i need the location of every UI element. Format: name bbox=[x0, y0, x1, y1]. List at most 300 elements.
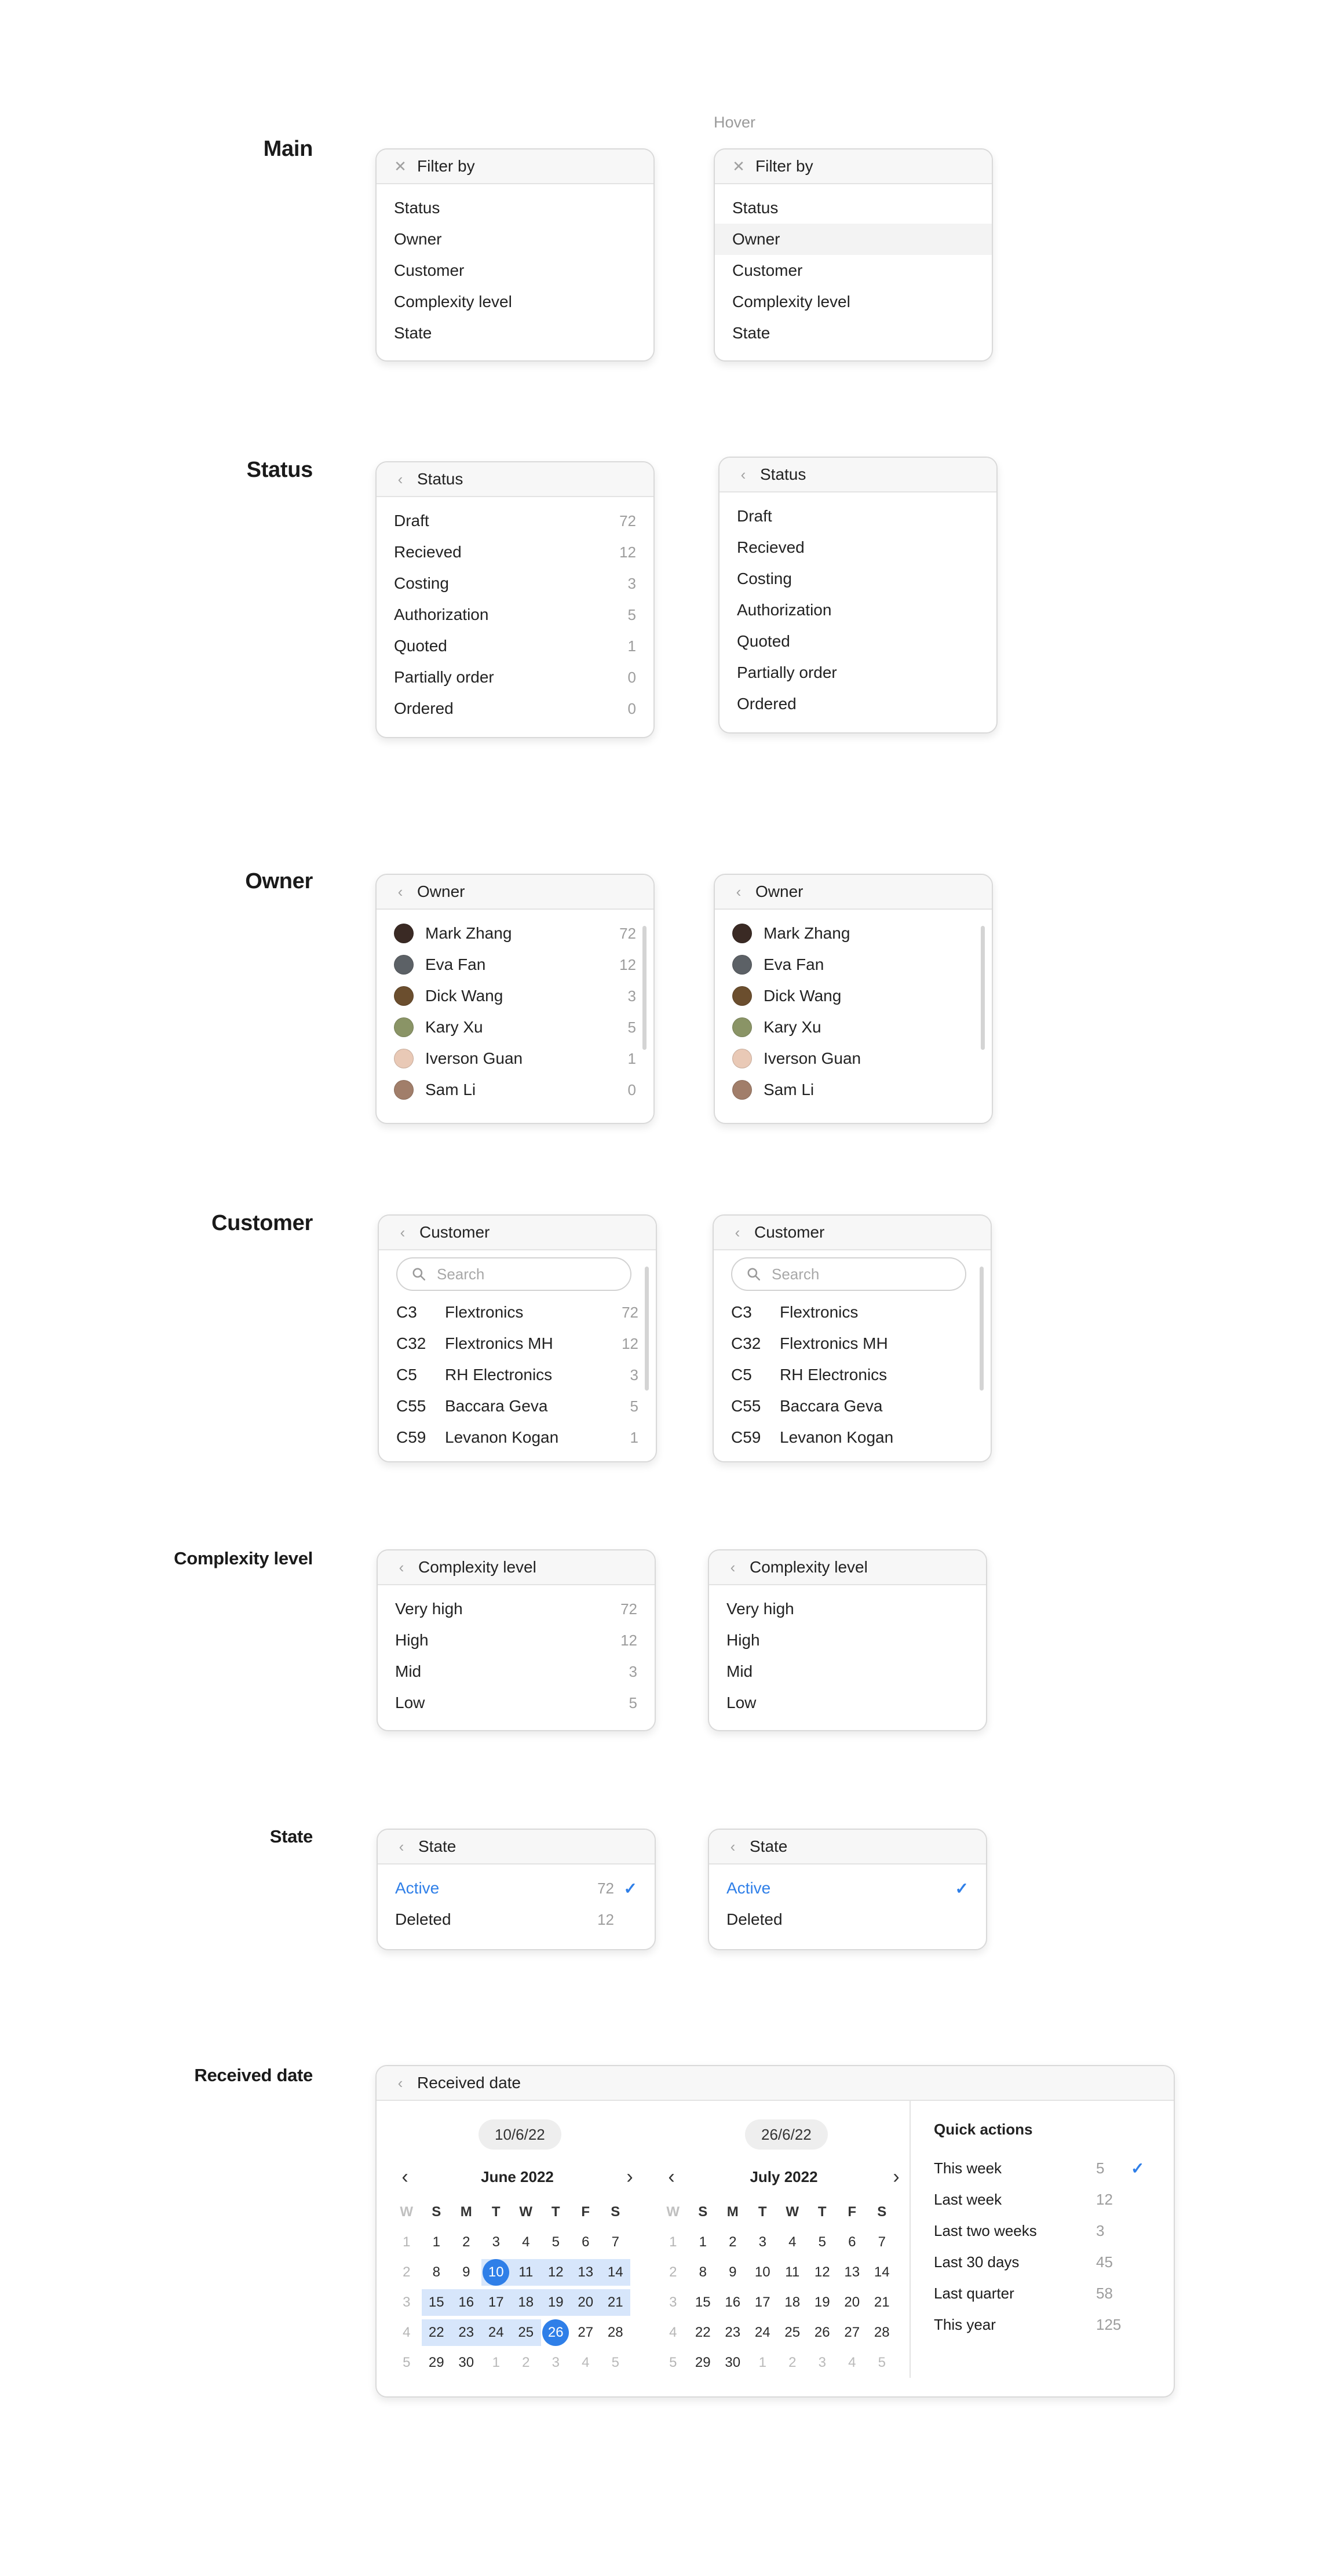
calendar-day[interactable] bbox=[541, 2259, 571, 2286]
status-option[interactable]: Costing bbox=[737, 570, 792, 588]
day-number: 28 bbox=[874, 2325, 890, 2340]
panel-header bbox=[714, 1216, 991, 1250]
calendar-day[interactable] bbox=[808, 2289, 838, 2316]
menu-item-status[interactable]: Status bbox=[732, 199, 779, 217]
calendar-day[interactable] bbox=[511, 2289, 541, 2316]
calendar-week-row bbox=[658, 2257, 910, 2287]
day-number: 5 bbox=[552, 2234, 560, 2250]
complexity-option[interactable]: Mid 3 bbox=[395, 1662, 637, 1680]
status-option[interactable]: Ordered bbox=[737, 695, 797, 713]
complexity-filter-panel-plain bbox=[708, 1549, 987, 1731]
calendar-grid bbox=[658, 2197, 910, 2378]
menu-item-state[interactable]: State bbox=[732, 324, 770, 342]
chevron-left-icon[interactable]: ‹ bbox=[740, 466, 746, 483]
calendar-day[interactable] bbox=[777, 2229, 808, 2256]
weekday-header: S bbox=[611, 2204, 620, 2220]
calendar-day[interactable] bbox=[451, 2349, 481, 2376]
section-label-main: Main bbox=[263, 137, 313, 161]
calendar-day[interactable] bbox=[718, 2229, 748, 2256]
calendar-day[interactable] bbox=[481, 2349, 512, 2376]
chevron-left-icon[interactable]: ‹ bbox=[735, 1224, 740, 1241]
week-number bbox=[658, 2229, 688, 2256]
chevron-left-icon[interactable]: ‹ bbox=[730, 1838, 736, 1855]
owner-filter-panel bbox=[375, 874, 655, 1124]
status-option[interactable]: Partially order bbox=[737, 663, 837, 681]
calendar-day-selected[interactable] bbox=[481, 2259, 512, 2286]
day-number: 1 bbox=[492, 2355, 500, 2370]
weekday-header: T bbox=[491, 2204, 501, 2220]
week-number bbox=[392, 2319, 422, 2346]
calendar-day[interactable] bbox=[422, 2229, 452, 2256]
check-icon: ✓ bbox=[1131, 2159, 1145, 2177]
day-number: 3 bbox=[403, 2294, 411, 2310]
calendar-day[interactable] bbox=[601, 2289, 631, 2316]
chevron-left-icon[interactable]: ‹ bbox=[736, 883, 742, 900]
state-option-active[interactable]: Active 72 ✓ bbox=[395, 1879, 637, 1898]
owner-option[interactable]: Mark Zhang bbox=[715, 918, 992, 949]
status-option[interactable]: Ordered 0 bbox=[394, 699, 636, 717]
day-number: 3 bbox=[669, 2294, 677, 2310]
week-number bbox=[658, 2319, 688, 2346]
customer-option[interactable]: C55 Baccara Geva 5 bbox=[396, 1397, 638, 1415]
quick-action-last-quarter[interactable]: Last quarter 58 bbox=[934, 2284, 1113, 2302]
calendar-week-row bbox=[392, 2227, 643, 2257]
calendar-week-row bbox=[658, 2348, 910, 2378]
weekday-header: T bbox=[817, 2204, 827, 2220]
calendar-day-selected[interactable] bbox=[541, 2319, 571, 2346]
search-input[interactable] bbox=[396, 1257, 631, 1291]
avatar bbox=[394, 1049, 414, 1068]
calendar-day[interactable] bbox=[571, 2349, 601, 2376]
day-number: 11 bbox=[518, 2264, 534, 2280]
scrollbar[interactable] bbox=[980, 1267, 984, 1391]
panel-header bbox=[377, 2066, 1174, 2101]
calendar-day[interactable] bbox=[837, 2289, 867, 2316]
owner-option[interactable]: Dick Wang bbox=[715, 980, 992, 1012]
owner-option[interactable]: Sam Li bbox=[715, 1074, 992, 1105]
status-option[interactable]: Authorization 5 bbox=[394, 605, 636, 623]
panel-title: Owner bbox=[417, 882, 465, 900]
weekday-header: S bbox=[432, 2204, 441, 2220]
owner-option[interactable]: Kary Xu bbox=[715, 1012, 992, 1043]
close-icon[interactable]: ✕ bbox=[394, 158, 407, 175]
weekday-header-row bbox=[392, 2197, 643, 2227]
day-number: 6 bbox=[582, 2234, 590, 2250]
calendar-day[interactable] bbox=[451, 2289, 481, 2316]
calendar-day[interactable] bbox=[718, 2289, 748, 2316]
calendar-day[interactable] bbox=[451, 2229, 481, 2256]
day-number: 17 bbox=[754, 2294, 770, 2310]
day-number: 14 bbox=[874, 2264, 890, 2280]
day-number: 3 bbox=[552, 2355, 560, 2370]
owner-option[interactable]: Iverson Guan bbox=[715, 1043, 992, 1074]
day-number: 5 bbox=[878, 2355, 886, 2370]
calendar-week-row bbox=[392, 2287, 643, 2318]
calendar-week-row bbox=[658, 2287, 910, 2318]
quick-action-this-year[interactable]: This year 125 bbox=[934, 2315, 1122, 2333]
calendar-day[interactable] bbox=[511, 2259, 541, 2286]
calendar-grid bbox=[392, 2197, 643, 2378]
panel-title: Status bbox=[760, 465, 806, 483]
weekday-header: M bbox=[726, 2204, 739, 2220]
calendar-day[interactable] bbox=[541, 2289, 571, 2316]
calendar-day[interactable] bbox=[451, 2259, 481, 2286]
week-number bbox=[392, 2289, 422, 2316]
week-number bbox=[658, 2259, 688, 2286]
panel-title: State bbox=[418, 1837, 456, 1855]
customer-filter-panel-plain bbox=[713, 1214, 992, 1462]
day-number: 14 bbox=[607, 2264, 623, 2280]
panel-header bbox=[377, 462, 653, 497]
calendar-day[interactable] bbox=[688, 2259, 718, 2286]
day-number: 5 bbox=[611, 2355, 619, 2370]
weekday-header: T bbox=[551, 2204, 560, 2220]
day-number: 4 bbox=[848, 2355, 856, 2370]
panel-header bbox=[377, 149, 653, 184]
complexity-option[interactable]: Low 5 bbox=[395, 1694, 637, 1712]
calendar-day[interactable] bbox=[571, 2289, 601, 2316]
calendar-week-row bbox=[392, 2318, 643, 2348]
panel-title: Filter by bbox=[417, 157, 475, 175]
calendar-day[interactable] bbox=[601, 2349, 631, 2376]
weekday-header: S bbox=[698, 2204, 708, 2220]
menu-item-customer[interactable]: Customer bbox=[732, 261, 803, 279]
calendar-day[interactable] bbox=[837, 2349, 867, 2376]
calendar-day[interactable] bbox=[837, 2229, 867, 2256]
status-option[interactable]: Quoted 1 bbox=[394, 637, 636, 655]
state-filter-panel bbox=[377, 1829, 656, 1950]
day-number: 22 bbox=[428, 2325, 444, 2340]
state-option-deleted[interactable]: Deleted bbox=[726, 1910, 783, 1928]
day-number: 12 bbox=[547, 2264, 564, 2280]
calendar-day[interactable] bbox=[808, 2319, 838, 2346]
weekday-header: F bbox=[848, 2204, 857, 2220]
calendar-day[interactable] bbox=[688, 2349, 718, 2376]
day-number: 11 bbox=[785, 2264, 800, 2280]
day-number: 19 bbox=[547, 2294, 564, 2310]
scrollbar[interactable] bbox=[645, 1267, 649, 1391]
menu-item-state[interactable]: State bbox=[394, 324, 432, 342]
day-number: 27 bbox=[844, 2325, 860, 2340]
day-number: 1 bbox=[699, 2234, 707, 2250]
calendar-day[interactable] bbox=[718, 2319, 748, 2346]
day-number: 2 bbox=[462, 2234, 470, 2250]
calendar-day[interactable] bbox=[748, 2259, 778, 2286]
calendar-day[interactable] bbox=[837, 2259, 867, 2286]
panel-header bbox=[720, 458, 996, 492]
panel-header bbox=[378, 1550, 655, 1585]
day-number: 6 bbox=[848, 2234, 856, 2250]
avatar bbox=[732, 1049, 752, 1068]
customer-option[interactable]: C5 RH Electronics 3 bbox=[396, 1366, 638, 1384]
prev-month-icon[interactable]: ‹ bbox=[668, 2166, 675, 2188]
day-number: 4 bbox=[788, 2234, 797, 2250]
avatar bbox=[394, 955, 414, 975]
weekday-header: F bbox=[581, 2204, 590, 2220]
owner-option[interactable]: Eva Fan 12 bbox=[377, 949, 653, 980]
status-option[interactable]: Quoted bbox=[737, 632, 790, 650]
calendar-day[interactable] bbox=[718, 2349, 748, 2376]
day-number: 10 bbox=[483, 2259, 509, 2286]
calendar-day[interactable] bbox=[777, 2319, 808, 2346]
calendar-day[interactable] bbox=[422, 2349, 452, 2376]
panel-title: Status bbox=[417, 470, 463, 488]
menu-item-complexity-level[interactable]: Complexity level bbox=[732, 293, 850, 311]
day-number: 2 bbox=[403, 2264, 411, 2280]
weekday-header-row bbox=[658, 2197, 910, 2227]
day-number: 2 bbox=[522, 2355, 530, 2370]
close-icon[interactable]: ✕ bbox=[732, 158, 745, 175]
day-number: 23 bbox=[458, 2325, 474, 2340]
calendar-day[interactable] bbox=[571, 2319, 601, 2346]
day-number: 22 bbox=[695, 2325, 711, 2340]
calendar-week-row bbox=[392, 2257, 643, 2287]
status-option[interactable]: Authorization bbox=[737, 601, 832, 619]
complexity-filter-panel bbox=[377, 1549, 656, 1731]
customer-option[interactable]: C59 Levanon Kogan 1 bbox=[396, 1428, 638, 1446]
calendar-day[interactable] bbox=[571, 2259, 601, 2286]
day-number: 15 bbox=[695, 2294, 711, 2310]
calendar-day[interactable] bbox=[808, 2259, 838, 2286]
panel-header bbox=[709, 1550, 986, 1585]
owner-option[interactable]: Mark Zhang 72 bbox=[377, 918, 653, 949]
search-icon bbox=[411, 1267, 426, 1282]
scrollbar[interactable] bbox=[981, 926, 985, 1050]
day-number: 24 bbox=[488, 2325, 504, 2340]
complexity-option[interactable]: High 12 bbox=[395, 1631, 637, 1649]
panel-title: Customer bbox=[419, 1223, 490, 1241]
day-number: 3 bbox=[818, 2355, 826, 2370]
section-label-state: State bbox=[269, 1826, 313, 1847]
panel-title: Complexity level bbox=[418, 1558, 536, 1576]
avatar bbox=[732, 1017, 752, 1037]
day-number: 23 bbox=[725, 2325, 741, 2340]
calendar-day[interactable] bbox=[451, 2319, 481, 2346]
calendar-day[interactable] bbox=[867, 2349, 897, 2376]
calendar-day[interactable] bbox=[688, 2319, 718, 2346]
calendar-day[interactable] bbox=[601, 2259, 631, 2286]
panel-header bbox=[715, 149, 992, 184]
calendar-day[interactable] bbox=[867, 2229, 897, 2256]
day-number: 29 bbox=[428, 2355, 444, 2370]
day-number: 4 bbox=[522, 2234, 530, 2250]
complexity-option[interactable]: Mid bbox=[726, 1662, 753, 1680]
panel-header bbox=[709, 1830, 986, 1865]
status-option[interactable]: Partially order 0 bbox=[394, 668, 636, 686]
scrollbar[interactable] bbox=[642, 926, 647, 1050]
chevron-left-icon[interactable]: ‹ bbox=[399, 1838, 404, 1855]
calendar-day[interactable] bbox=[688, 2229, 718, 2256]
calendar-day[interactable] bbox=[422, 2259, 452, 2286]
state-option-active[interactable]: Active ✓ bbox=[726, 1879, 969, 1898]
day-number: 29 bbox=[695, 2355, 711, 2370]
calendar-day[interactable] bbox=[511, 2349, 541, 2376]
status-option[interactable]: Costing 3 bbox=[394, 574, 636, 592]
avatar bbox=[394, 1017, 414, 1037]
day-number: 16 bbox=[458, 2294, 474, 2310]
calendar-day[interactable] bbox=[837, 2319, 867, 2346]
section-label-owner: Owner bbox=[245, 869, 313, 893]
calendar-day[interactable] bbox=[688, 2289, 718, 2316]
quick-actions-title: Quick actions bbox=[934, 2121, 1033, 2138]
owner-option[interactable]: Dick Wang 3 bbox=[377, 980, 653, 1012]
panel-title: Owner bbox=[755, 882, 804, 900]
quick-action-last-30-days[interactable]: Last 30 days 45 bbox=[934, 2253, 1113, 2271]
month-title: June 2022 bbox=[481, 2168, 554, 2185]
week-number bbox=[392, 2229, 422, 2256]
day-number: 8 bbox=[699, 2264, 707, 2280]
day-number: 30 bbox=[458, 2355, 474, 2370]
status-option[interactable]: Draft 72 bbox=[394, 512, 636, 530]
complexity-option[interactable]: High bbox=[726, 1631, 760, 1649]
menu-item-owner-hovered[interactable]: Owner bbox=[715, 224, 992, 255]
week-number-header: W bbox=[400, 2204, 414, 2220]
chevron-left-icon[interactable]: ‹ bbox=[730, 1559, 736, 1576]
quick-action-last-week[interactable]: Last week 12 bbox=[934, 2190, 1113, 2208]
state-option-deleted[interactable]: Deleted 12 bbox=[395, 1910, 614, 1928]
day-number: 2 bbox=[669, 2264, 677, 2280]
calendar-day[interactable] bbox=[541, 2229, 571, 2256]
complexity-option[interactable]: Very high 72 bbox=[395, 1600, 637, 1618]
complexity-option[interactable]: Low bbox=[726, 1694, 757, 1712]
avatar bbox=[732, 1080, 752, 1100]
day-number: 16 bbox=[725, 2294, 741, 2310]
weekday-header: T bbox=[758, 2204, 767, 2220]
calendar-day[interactable] bbox=[808, 2229, 838, 2256]
quick-actions bbox=[910, 2101, 1174, 2378]
calendar-day[interactable] bbox=[777, 2259, 808, 2286]
calendar-day[interactable] bbox=[777, 2349, 808, 2376]
menu-item-complexity-level[interactable]: Complexity level bbox=[394, 293, 512, 311]
end-date-chip[interactable]: 26/6/22 bbox=[745, 2119, 828, 2150]
calendar-day[interactable] bbox=[511, 2229, 541, 2256]
weekday-header: W bbox=[786, 2204, 799, 2220]
day-number: 20 bbox=[578, 2294, 594, 2310]
day-number: 2 bbox=[729, 2234, 737, 2250]
calendar-day[interactable] bbox=[481, 2229, 512, 2256]
calendar-day[interactable] bbox=[718, 2259, 748, 2286]
prev-month-icon[interactable]: ‹ bbox=[401, 2166, 408, 2188]
chevron-left-icon[interactable]: ‹ bbox=[399, 1559, 404, 1576]
week-number bbox=[658, 2349, 688, 2376]
section-label-customer: Customer bbox=[211, 1211, 313, 1235]
next-month-icon[interactable]: › bbox=[893, 2166, 900, 2188]
calendar-day[interactable] bbox=[422, 2289, 452, 2316]
calendar-day[interactable] bbox=[748, 2319, 778, 2346]
day-number: 13 bbox=[844, 2264, 860, 2280]
month-title: July 2022 bbox=[750, 2168, 818, 2185]
status-option[interactable]: Draft bbox=[737, 507, 772, 525]
complexity-option[interactable]: Very high bbox=[726, 1600, 794, 1618]
calendar-day[interactable] bbox=[867, 2259, 897, 2286]
calendar-day[interactable] bbox=[571, 2229, 601, 2256]
day-number: 21 bbox=[607, 2294, 623, 2310]
day-number: 26 bbox=[542, 2319, 569, 2346]
day-number: 15 bbox=[428, 2294, 444, 2310]
day-number: 3 bbox=[758, 2234, 766, 2250]
calendar-june bbox=[377, 2101, 643, 2378]
menu-item-status[interactable]: Status bbox=[394, 199, 440, 217]
state-filter-panel-plain bbox=[708, 1829, 987, 1950]
calendar-day[interactable] bbox=[867, 2289, 897, 2316]
customer-option[interactable]: C32 Flextronics MH 12 bbox=[396, 1334, 638, 1352]
start-date-chip[interactable]: 10/6/22 bbox=[479, 2119, 561, 2150]
calendar-day[interactable] bbox=[541, 2349, 571, 2376]
chevron-left-icon[interactable]: ‹ bbox=[397, 470, 403, 488]
avatar bbox=[394, 924, 414, 943]
day-number: 7 bbox=[878, 2234, 886, 2250]
calendar-day[interactable] bbox=[481, 2289, 512, 2316]
calendar-day[interactable] bbox=[422, 2319, 452, 2346]
panel-title: Received date bbox=[417, 2074, 521, 2092]
owner-option[interactable]: Kary Xu 5 bbox=[377, 1012, 653, 1043]
day-number: 21 bbox=[874, 2294, 890, 2310]
search-icon bbox=[746, 1267, 761, 1282]
chevron-left-icon[interactable]: ‹ bbox=[397, 883, 403, 900]
received-date-panel bbox=[375, 2065, 1175, 2398]
owner-option[interactable]: Sam Li 0 bbox=[377, 1074, 653, 1105]
owner-filter-panel-plain bbox=[714, 874, 993, 1124]
chevron-left-icon[interactable]: ‹ bbox=[400, 1224, 406, 1241]
day-number: 26 bbox=[814, 2325, 830, 2340]
status-option[interactable]: Recieved 12 bbox=[394, 543, 636, 561]
calendar-day[interactable] bbox=[808, 2349, 838, 2376]
day-number: 17 bbox=[488, 2294, 504, 2310]
owner-option[interactable]: Eva Fan bbox=[715, 949, 992, 980]
panel-header bbox=[715, 875, 992, 910]
quick-action-last-two-weeks[interactable]: Last two weeks 3 bbox=[934, 2221, 1105, 2239]
calendar-day[interactable] bbox=[748, 2229, 778, 2256]
calendar-day[interactable] bbox=[601, 2229, 631, 2256]
calendar-day[interactable] bbox=[481, 2319, 512, 2346]
menu-item-owner[interactable]: Owner bbox=[394, 230, 442, 248]
day-number: 7 bbox=[611, 2234, 619, 2250]
calendar-day[interactable] bbox=[867, 2319, 897, 2346]
customer-option[interactable]: C5 RH Electronics bbox=[731, 1366, 888, 1384]
customer-option[interactable]: C59 Levanon Kogan bbox=[731, 1428, 894, 1446]
day-number: 10 bbox=[754, 2264, 770, 2280]
day-number: 1 bbox=[403, 2234, 411, 2250]
avatar bbox=[732, 955, 752, 975]
panel-title: Customer bbox=[754, 1223, 825, 1241]
week-number bbox=[392, 2349, 422, 2376]
calendar-day[interactable] bbox=[777, 2289, 808, 2316]
customer-option[interactable]: C3 Flextronics bbox=[731, 1303, 859, 1321]
day-number: 5 bbox=[818, 2234, 826, 2250]
search-input[interactable] bbox=[731, 1257, 966, 1291]
calendar-week-row bbox=[658, 2318, 910, 2348]
avatar bbox=[394, 986, 414, 1006]
status-option[interactable]: Recieved bbox=[737, 538, 805, 556]
day-number: 25 bbox=[518, 2325, 534, 2340]
quick-action-this-week[interactable]: This week 5 ✓ bbox=[934, 2159, 1145, 2177]
day-number: 1 bbox=[432, 2234, 440, 2250]
chevron-left-icon[interactable]: ‹ bbox=[397, 2074, 403, 2092]
customer-option[interactable]: C32 Flextronics MH bbox=[731, 1334, 888, 1352]
calendar-day[interactable] bbox=[748, 2349, 778, 2376]
customer-option[interactable]: C3 Flextronics 72 bbox=[396, 1303, 638, 1321]
owner-option[interactable]: Iverson Guan 1 bbox=[377, 1043, 653, 1074]
calendar-july bbox=[643, 2101, 910, 2378]
customer-option[interactable]: C55 Baccara Geva bbox=[731, 1397, 883, 1415]
check-icon: ✓ bbox=[955, 1879, 969, 1898]
calendar-day[interactable] bbox=[748, 2289, 778, 2316]
calendar-day[interactable] bbox=[511, 2319, 541, 2346]
next-month-icon[interactable]: › bbox=[626, 2166, 633, 2188]
avatar bbox=[732, 924, 752, 943]
calendar-day[interactable] bbox=[601, 2319, 631, 2346]
menu-item-customer[interactable]: Customer bbox=[394, 261, 465, 279]
